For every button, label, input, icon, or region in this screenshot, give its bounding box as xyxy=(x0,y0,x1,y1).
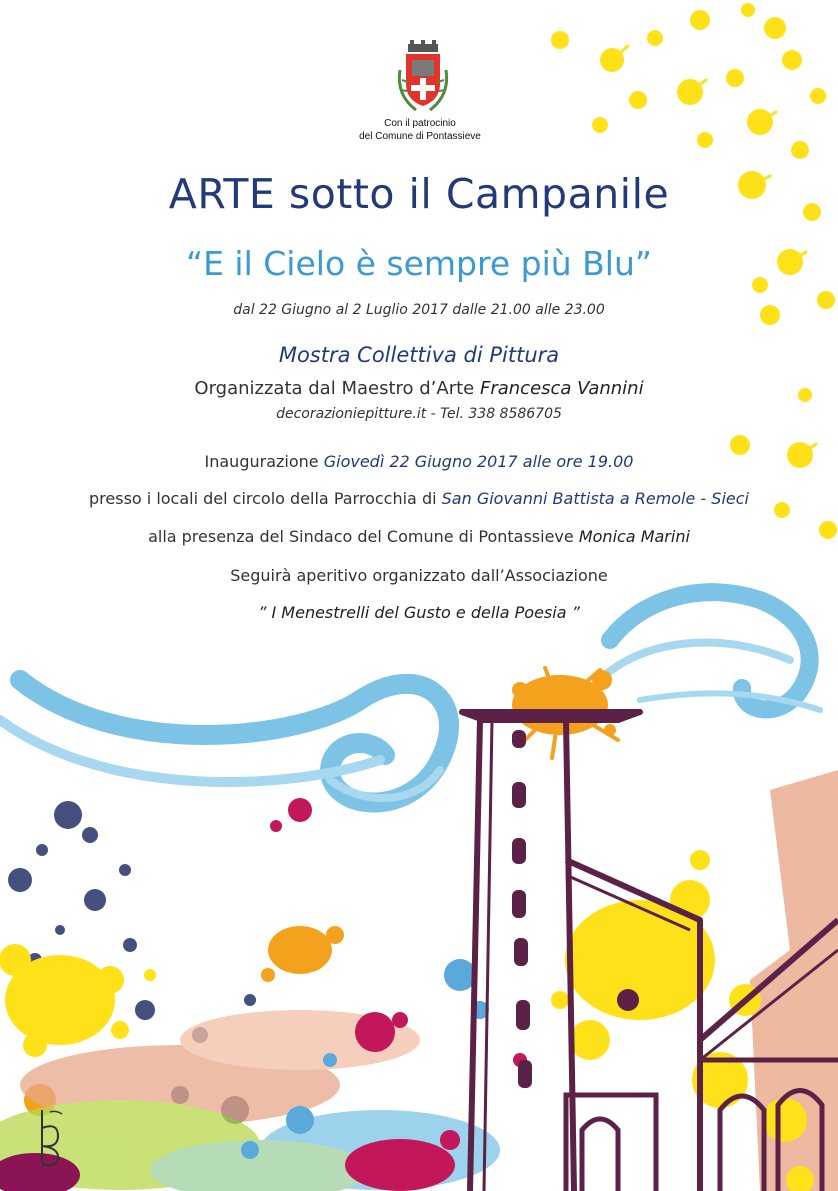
patronage-line-2: del Comune di Pontassieve xyxy=(359,131,481,142)
organizer-line xyxy=(0,378,838,399)
sky-swirls xyxy=(0,592,820,802)
inauguration-prefix: Inaugurazione xyxy=(204,452,319,471)
venue-prefix: presso i locali del circolo della Parrocchia di xyxy=(89,489,437,508)
venue-line xyxy=(0,489,838,508)
patronage-line-1: Con il patrocinio xyxy=(384,118,456,129)
patronage-text xyxy=(320,117,520,143)
mayor-line xyxy=(0,527,838,546)
exhibition-title: Mostra Collettiva di Pittura xyxy=(278,343,560,367)
organizer-prefix: Organizzata dal Maestro d’Arte xyxy=(194,378,475,399)
event-subtitle: “E il Cielo è sempre più Blu” xyxy=(186,244,652,283)
artist-signature-icon xyxy=(36,1108,66,1168)
association-name: ” I Menestrelli del Gusto e della Poesia ” xyxy=(258,603,580,622)
mayor-name: Monica Marini xyxy=(578,527,690,546)
inauguration-when: Giovedì 22 Giugno 2017 alle ore 19.00 xyxy=(323,452,634,471)
event-title: ARTE sotto il Campanile xyxy=(168,170,670,218)
aperitivo-line: Seguirà aperitivo organizzato dall’Associazione xyxy=(230,566,608,585)
comune-crest-icon xyxy=(392,40,454,118)
venue-place: San Giovanni Battista a Remole - Sieci xyxy=(441,489,749,508)
yellow-splash-left xyxy=(0,944,156,1057)
inauguration-line xyxy=(0,452,838,471)
organizer-name: Francesca Vannini xyxy=(479,378,644,399)
contact-info: decorazioniepitture.it - Tel. 338 8586705 xyxy=(276,406,562,422)
mayor-prefix: alla presenza del Sindaco del Comune di Pontassieve xyxy=(148,527,574,546)
event-dates: dal 22 Giugno al 2 Luglio 2017 dalle 21.00 alle 23.00 xyxy=(233,302,605,318)
